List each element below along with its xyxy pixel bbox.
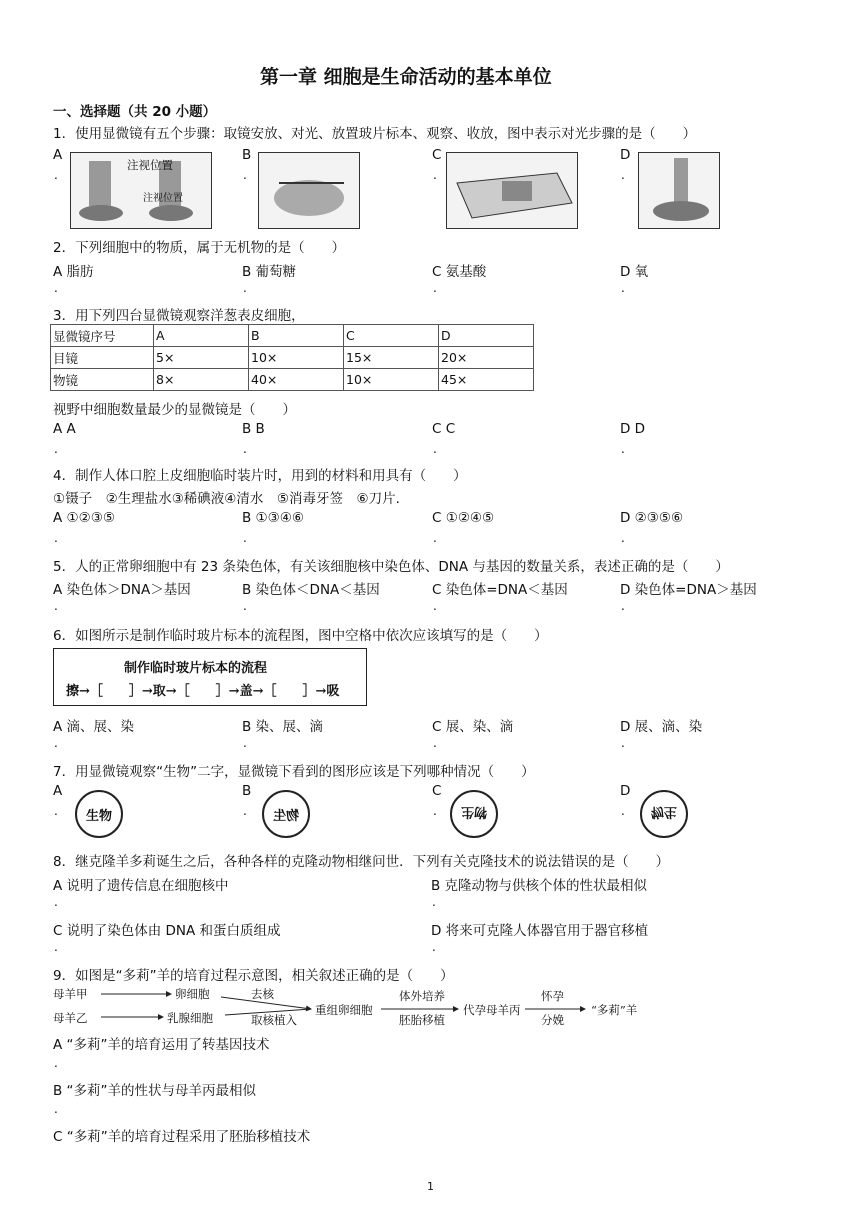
q2-option-c-dot: . bbox=[433, 281, 437, 295]
q6-option-b-dot: . bbox=[243, 736, 247, 750]
q6-option-c[interactable]: C 展、染、滴 bbox=[432, 719, 514, 735]
q3-option-d-dot: . bbox=[621, 442, 625, 456]
table-cell: D bbox=[439, 325, 534, 347]
q7-option-c-dot: . bbox=[433, 804, 437, 818]
q9-flow-node: 分娩 bbox=[541, 1013, 564, 1027]
table-cell: 15× bbox=[344, 347, 439, 369]
q5-option-d[interactable]: D 染色体=DNA＞基因 bbox=[620, 582, 757, 598]
page-number: 1 bbox=[427, 1180, 434, 1193]
page-title: 第一章 细胞是生命活动的基本单位 bbox=[260, 66, 552, 88]
q7-circle-c: 物生 bbox=[450, 790, 498, 838]
q9-option-b-dot: . bbox=[54, 1102, 58, 1116]
table-row bbox=[51, 369, 534, 391]
q9-option-a-dot: . bbox=[54, 1056, 58, 1070]
table-cell: 物镜 bbox=[51, 369, 154, 391]
q3-option-c[interactable]: C C bbox=[432, 421, 456, 437]
q6-option-c-dot: . bbox=[433, 736, 437, 750]
q6-option-a[interactable]: A 滴、展、染 bbox=[53, 719, 135, 735]
q9-flow-diagram bbox=[53, 985, 663, 1025]
q2-option-d-dot: . bbox=[621, 281, 625, 295]
q9-option-a[interactable]: A “多莉”羊的培育运用了转基因技术 bbox=[53, 1037, 270, 1053]
q1-image-c bbox=[446, 152, 578, 229]
q2-option-d[interactable]: D 氧 bbox=[620, 264, 649, 280]
q5-stem: 5．人的正常卵细胞中有 23 条染色体，有关该细胞核中染色体、DNA 与基因的数量关系，表述正确的是（ ） bbox=[53, 559, 729, 575]
q5-option-b[interactable]: B 染色体＜DNA＜基因 bbox=[242, 582, 380, 598]
q6-option-d-dot: . bbox=[621, 736, 625, 750]
q3-table bbox=[50, 324, 534, 391]
q9-flow-node: 体外培养 bbox=[399, 989, 445, 1003]
q3-option-c-dot: . bbox=[433, 442, 437, 456]
q6-option-d[interactable]: D 展、滴、染 bbox=[620, 719, 703, 735]
q2-option-c[interactable]: C 氨基酸 bbox=[432, 264, 487, 280]
q2-option-b-dot: . bbox=[243, 281, 247, 295]
q6-stem: 6．如图所示是制作临时玻片标本的流程图，图中空格中依次应该填写的是（ ） bbox=[53, 628, 548, 644]
q7-option-d-dot: . bbox=[621, 804, 625, 818]
q4-option-b[interactable]: B ①③④⑥ bbox=[242, 510, 304, 526]
q4-option-c[interactable]: C ①②④⑤ bbox=[432, 510, 495, 526]
table-cell: 5× bbox=[154, 347, 249, 369]
q9-flow-node: “多莉”羊 bbox=[591, 1003, 638, 1017]
q7-circle-d: 物生 bbox=[640, 790, 688, 838]
q8-option-c-dot: . bbox=[54, 940, 58, 954]
q4-option-a-dot: . bbox=[54, 531, 58, 545]
q3-option-a[interactable]: A A bbox=[53, 421, 76, 437]
q3-stem: 3．用下列四台显微镜观察洋葱表皮细胞， bbox=[53, 308, 305, 324]
q1-option-b[interactable]: B bbox=[242, 147, 252, 163]
q1-option-a-dot: . bbox=[54, 168, 58, 182]
q7-option-b-dot: . bbox=[243, 804, 247, 818]
q5-option-c-dot: . bbox=[433, 599, 437, 613]
q7-stem: 7．用显微镜观察“生物”二字，显微镜下看到的图形应该是下列哪种情况（ ） bbox=[53, 764, 535, 780]
table-cell: 40× bbox=[249, 369, 344, 391]
table-cell: 8× bbox=[154, 369, 249, 391]
q1-option-c[interactable]: C bbox=[432, 147, 442, 163]
q6-flow-steps: 擦→［ ］→取→［ ］→盖→［ ］→吸 bbox=[66, 684, 340, 699]
q1-image-b bbox=[258, 152, 360, 229]
q7-option-a-dot: . bbox=[54, 804, 58, 818]
q7-circle-b: 物生 bbox=[262, 790, 310, 838]
q5-option-d-dot: . bbox=[621, 599, 625, 613]
q2-option-b[interactable]: B 葡萄糖 bbox=[242, 264, 297, 280]
q3-option-d[interactable]: D D bbox=[620, 421, 646, 437]
q5-option-a-dot: . bbox=[54, 599, 58, 613]
q7-option-a[interactable]: A bbox=[53, 783, 63, 799]
q3-after: 视野中细胞数量最少的显微镜是（ ） bbox=[53, 402, 296, 418]
q8-option-c[interactable]: C 说明了染色体由 DNA 和蛋白质组成 bbox=[53, 923, 281, 939]
q3-option-b-dot: . bbox=[243, 442, 247, 456]
q9-flow-node: 怀孕 bbox=[541, 989, 564, 1003]
table-row bbox=[51, 325, 534, 347]
q4-option-a[interactable]: A ①②③⑤ bbox=[53, 510, 115, 526]
q9-option-b[interactable]: B “多莉”羊的性状与母羊丙最相似 bbox=[53, 1083, 257, 1099]
q7-option-d[interactable]: D bbox=[620, 783, 631, 799]
q9-flow-node: 母羊乙 bbox=[53, 1011, 88, 1025]
q4-option-b-dot: . bbox=[243, 531, 247, 545]
q7-circle-a: 生物 bbox=[75, 790, 123, 838]
q1-image-a-label-2: 注视位置 bbox=[143, 193, 183, 204]
q5-option-b-dot: . bbox=[243, 599, 247, 613]
q9-flow-node: 去核 bbox=[251, 987, 274, 1001]
q1-option-d-dot: . bbox=[621, 168, 625, 182]
q3-option-a-dot: . bbox=[54, 442, 58, 456]
q8-option-d-dot: . bbox=[432, 940, 436, 954]
table-cell: C bbox=[344, 325, 439, 347]
q6-option-a-dot: . bbox=[54, 736, 58, 750]
q1-image-a-label-1: 注视位置 bbox=[127, 158, 173, 172]
q9-flow-node: 胚胎移植 bbox=[399, 1013, 445, 1027]
q2-option-a[interactable]: A 脂肪 bbox=[53, 264, 94, 280]
section-heading: 一、选择题（共 20 小题） bbox=[53, 104, 217, 120]
q8-option-a-dot: . bbox=[54, 895, 58, 909]
q9-stem: 9．如图是“多莉”羊的培育过程示意图，相关叙述正确的是（ ） bbox=[53, 968, 454, 984]
q1-option-d[interactable]: D bbox=[620, 147, 631, 163]
q9-flow-node: 母羊甲 bbox=[53, 987, 88, 1001]
table-cell: 45× bbox=[439, 369, 534, 391]
table-cell: A bbox=[154, 325, 249, 347]
q9-flow-node: 取核植入 bbox=[251, 1013, 297, 1027]
q6-flow-title: 制作临时玻片标本的流程 bbox=[124, 661, 268, 676]
q6-option-b[interactable]: B 染、展、滴 bbox=[242, 719, 324, 735]
q1-option-b-dot: . bbox=[243, 168, 247, 182]
table-cell: 显微镜序号 bbox=[51, 325, 154, 347]
q1-option-a[interactable]: A bbox=[53, 147, 63, 163]
q9-option-c[interactable]: C “多莉”羊的培育过程采用了胚胎移植技术 bbox=[53, 1129, 311, 1145]
q7-option-c[interactable]: C bbox=[432, 783, 442, 799]
q4-option-d-dot: . bbox=[621, 531, 625, 545]
q7-option-b[interactable]: B bbox=[242, 783, 252, 799]
q9-flow-node: 代孕母羊丙 bbox=[463, 1003, 521, 1017]
table-cell: 10× bbox=[249, 347, 344, 369]
q4-option-c-dot: . bbox=[433, 531, 437, 545]
q2-option-a-dot: . bbox=[54, 281, 58, 295]
q5-option-a[interactable]: A 染色体＞DNA＞基因 bbox=[53, 582, 191, 598]
table-cell: 20× bbox=[439, 347, 534, 369]
q1-stem: 1．使用显微镜有五个步骤：取镜安放、对光、放置玻片标本、观察、收放，图中表示对光步骤的是（ ） bbox=[53, 126, 697, 142]
q6-flow-diagram bbox=[53, 648, 367, 706]
q2-stem: 2．下列细胞中的物质，属于无机物的是（ ） bbox=[53, 240, 346, 256]
q8-option-b-dot: . bbox=[432, 895, 436, 909]
table-cell: B bbox=[249, 325, 344, 347]
q8-option-b[interactable]: B 克隆动物与供核个体的性状最相似 bbox=[431, 878, 648, 894]
q9-flow-node: 乳腺细胞 bbox=[167, 1011, 213, 1025]
table-row bbox=[51, 347, 534, 369]
q4-stem: 4．制作人体口腔上皮细胞临时装片时，用到的材料和用具有（ ） bbox=[53, 468, 467, 484]
q3-option-b[interactable]: B B bbox=[242, 421, 265, 437]
q8-option-a[interactable]: A 说明了遗传信息在细胞核中 bbox=[53, 878, 229, 894]
q9-flow-node: 卵细胞 bbox=[175, 987, 210, 1001]
q4-option-d[interactable]: D ②③⑤⑥ bbox=[620, 510, 684, 526]
q8-option-d[interactable]: D 将来可克隆人体器官用于器官移植 bbox=[431, 923, 649, 939]
q9-flow-node: 重组卵细胞 bbox=[315, 1003, 373, 1017]
q1-image-a bbox=[70, 152, 212, 229]
table-cell: 目镜 bbox=[51, 347, 154, 369]
q5-option-c[interactable]: C 染色体=DNA＜基因 bbox=[432, 582, 568, 598]
q1-option-c-dot: . bbox=[433, 168, 437, 182]
q8-stem: 8．继克隆羊多莉诞生之后，各种各样的克隆动物相继问世．下列有关克隆技术的说法错误的是（ ） bbox=[53, 854, 670, 870]
q1-image-d bbox=[638, 152, 720, 229]
table-cell: 10× bbox=[344, 369, 439, 391]
q4-items: ①镊子 ②生理盐水③稀碘液④清水 ⑤消毒牙签 ⑥刀片. bbox=[53, 491, 400, 507]
